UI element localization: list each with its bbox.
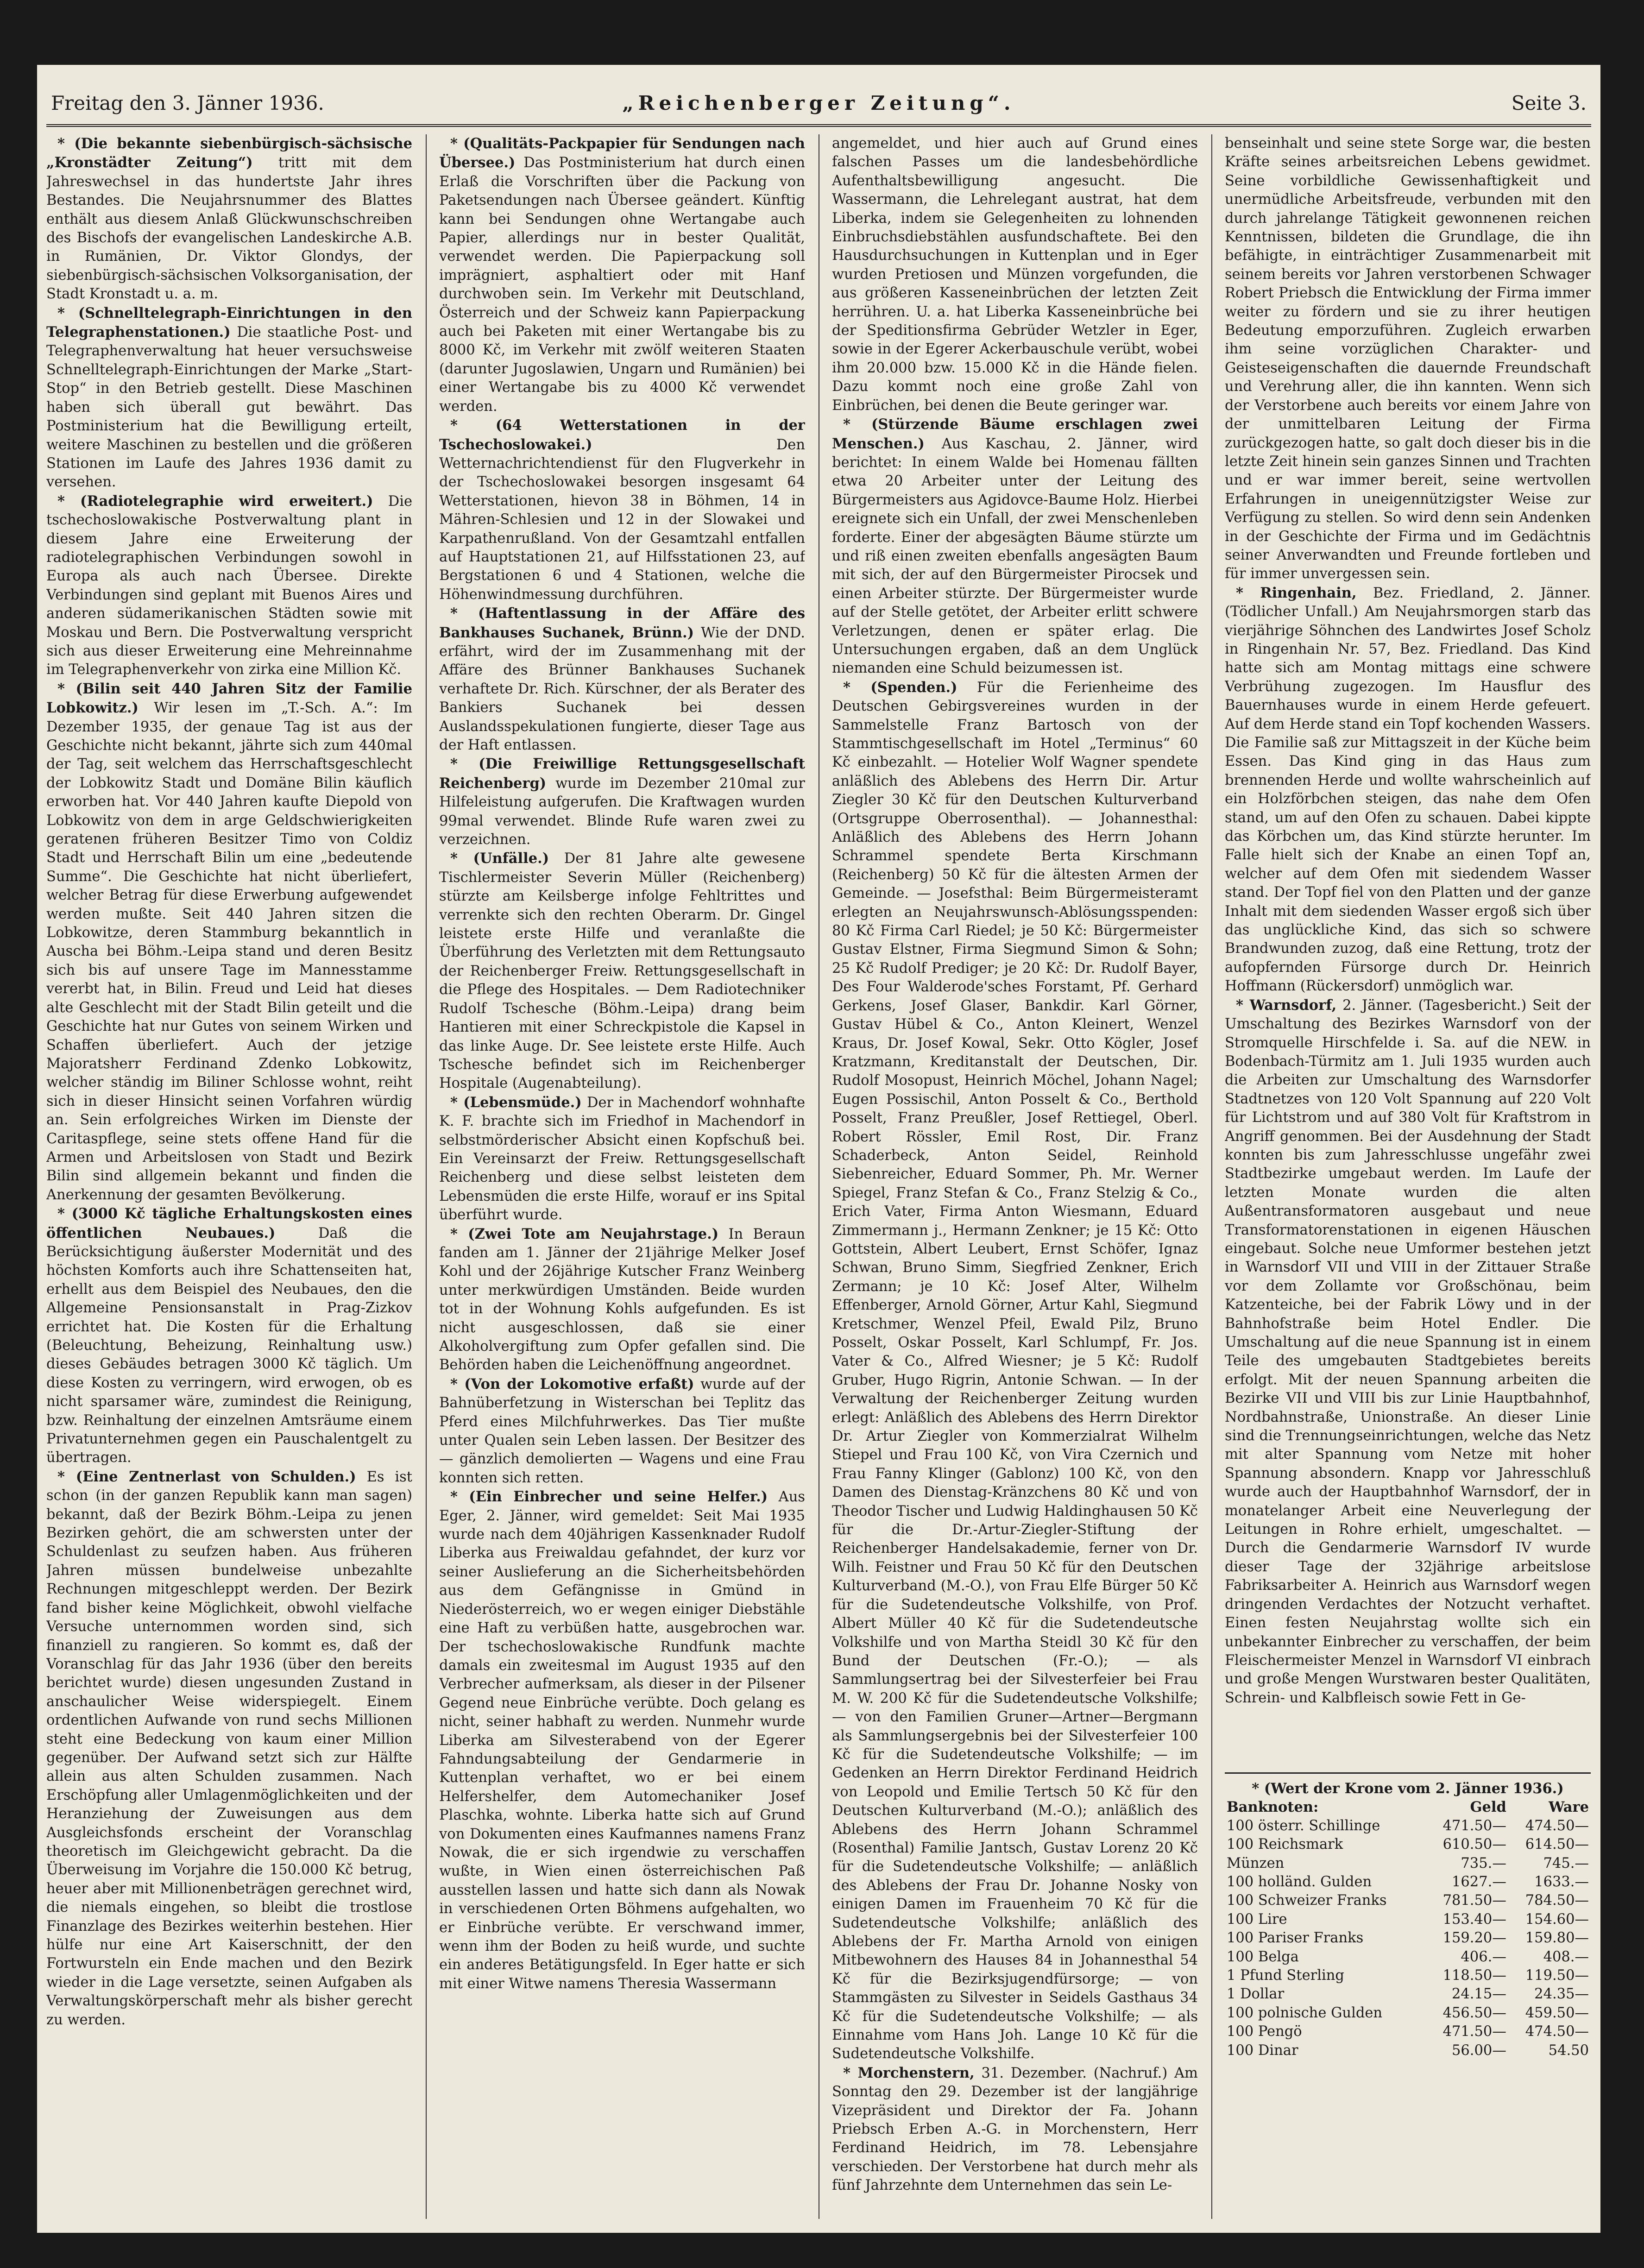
article-text: Die staatliche Post- und Telegraphenverwaltung hat heuer versuchsweise Schnelltelegraph-Einrichtungen der Marke „Start-Stop“ in den Betrieb gestellt. Diese Maschinen haben sich überall gut bewährt. Das Postministerium hat die Bewilligung erteilt, weitere Maschinen zu bestellen und die größeren Stationen im Laufe des Jahres 1936 damit zu versehen. [46,324,412,491]
rate-geld: 471.50— [1442,1817,1506,1834]
exchange-rate-row [1225,1817,1591,1835]
article-heading: * (Die bekannte siebenbürgisch-sächsische „Kronstädter Zeitung“) [46,135,412,171]
article-paragraph [46,492,412,680]
article-text: Den Wetternachrichtendienst für den Flugverkehr in der Tschechoslowakei besorgen insgesamt 64 Wetterstationen, hievon 38 in Böhmen, 14 in Mähren-Schlesien und 12 in der Slowakei und Karpathenrußland. Von der Gesamtzahl entfallen auf Hauptstationen 21, auf Hilfsstationen 23, auf Bergstationen 6 und 4 Stationen, welche die Höhenwindmessung durchführen. [439,436,805,603]
rate-geld: 56.00— [1452,2042,1506,2059]
rate-geld: 406.— [1461,1948,1506,1965]
article-heading: * (64 Wetterstationen in der Tschechoslowakei.) [439,417,805,453]
exchange-rate-row [1225,1966,1591,1985]
exchange-rate-row [1225,1891,1591,1910]
article-text: benseinhalt und seine stete Sorge war, die besten Kräfte seines arbeitsreichen Lebens gewidmet. Seine vorbildliche Gewissenhaftigkeit und unermüdliche Arbeitsfreude, verbunden mit den durch jahrelange Tätigkeit gewonnenen reichen Kenntnissen, bildeten die Grundlage, die ihn befähigte, in einträchtiger Zusammenarbeit mit seinem bereits vor Jahren verstorbenen Schwager Robert Priebsch die Entwicklung der Firma immer weiter zu fördern und sie zu ihrer heutigen Bedeutung emporzuführen. Zugleich erwarben ihm seine vorzüglichen Charakter- und Geisteseigenschaften die dauernde Freundschaft und Verehrung aller, die ihn kannten. Wenn sich der Verstorbene auch bereits vor einem Jahre von der unmittelbaren Leitung der Firma zurückgezogen hatte, so galt doch dieser bis in die letzte Zeit hinein sein ganzes Sinnen und Trachten und er war immer bereit, seine wertvollen Erfahrungen in uneigennützigster Weise zur Verfügung zu stellen. So wird denn sein Andenken in der Geschichte der Firma und im Gedächtnis seiner Anverwandten und Freunde fortleben und für immer unvergessen sein. [1225,135,1591,582]
exchange-rate-row [1225,2022,1591,2041]
article-paragraph [46,1204,412,1468]
article-paragraph [1225,996,1591,1707]
article-text: Der 81 Jahre alte gewesene Tischlermeister Severin Müller (Reichenberg) stürzte am Keilsberge infolge Fehltrittes und verrenkte sich den rechten Oberarm. Dr. Gingel leistete erste Hilfe und veranlaßte die Überführung des Verletzten mit dem Rettungsauto der Reichenberger Freiw. Rettungsgesellschaft in die Pflege des Hospitales. — Dem Radiotechniker Rudolf Tschesche (Böhm.-Leipa) drang beim Hantieren mit einer Schreckpistole die Kapsel in das linke Auge. Dr. See leistete erste Hilfe. Auch Tschesche befindet sich im Reichenberger Hospitale (Augenabteilung). [439,850,805,1092]
rate-geld: 735.— [1461,1855,1506,1871]
rate-ware: 54.50 [1548,2042,1589,2059]
header-date: Freitag den 3. Jänner 1936. [51,92,324,114]
article-paragraph [46,304,412,492]
article-paragraph [439,604,805,755]
rate-geld: 456.50— [1442,2004,1506,2021]
column-1 [46,134,412,2219]
article-text: Wir lesen im „T.-Sch. A.“: Im Dezember 1935, der genaue Tag ist aus der Geschichte nicht bekannt, jährte sich zum 440mal der Tag, seit welchem das Herrschaftsgeschlecht der Lobkowitz Stadt und Domäne Bilin käuflich erworben hat. Vor 440 Jahren kaufte Diepold von Lobkowitz von dem in arge Geldschwierigkeiten geratenen früheren Besitzer Timo von Coldiz Stadt und Herrschaft Bilin um eine „bedeutende Summe“. Die Geschichte hat nicht überliefert, welcher Betrag für diese Erwerbung aufgewendet werden mußte. Seit 440 Jahren sitzen die Lobkowitze, deren Stammburg bekanntlich in Auscha bei Böhm.-Leipa stand und deren Besitz sich bis auf unsere Tage im Mannesstamme vererbt hat, in Bilin. Freud und Leid hat dieses alte Geschlecht mit der Stadt Bilin geteilt und die Geschichte hat nur Gutes von seinem Wirken und Schaffen überliefert. Auch der jetzige Majoratsherr Ferdinand Zdenko Lobkowitz, welcher ständig im Biliner Schlosse wohnt, reiht sich in dieser Hinsicht seinen Vorfahren würdig an. Sein erfolgreiches Wirken im Dienste der Caritaspflege, seine stets offene Hand für die Armen und Arbeitslosen von Stadt und Bezirk Bilin sind allgemein bekannt und finden die Anerkennung der gesamten Bevölkerung. [46,700,412,1203]
article-paragraph [439,1487,805,1993]
exchange-rates-header-row [1225,1798,1591,1816]
exchange-rate-row [1225,1873,1591,1891]
rate-geld: 610.50— [1442,1836,1506,1853]
article-paragraph [439,1375,805,1487]
article-text: Der in Machendorf wohnhafte K. F. brachte sich im Friedhof in Machendorf in selbstmörderischer Absicht einen Kopfschuß bei. Ein Vereinsarzt der Freiw. Rettungsgesellschaft Reichenberg und diese selbst leisteten dem Lebensmüden die erste Hilfe, worauf er ins Spital überführt wurde. [439,1094,805,1223]
article-paragraph [439,755,805,849]
rate-geld: 118.50— [1442,1967,1506,1984]
article-paragraph [439,1093,805,1225]
rate-currency: 100 österr. Schillinge [1227,1817,1380,1834]
article-text: 31. Dezember. (Nachruf.) Am Sonntag den 29. Dezember ist der langjährige Vizepräsident und Direktor der Fa. Johann Priebsch Erben A.-G. in Morchenstern, Herr Ferdinand Heidrich, im 78. Lebensjahre verschieden. Der Verstorbene hat durch mehr als fünf Jahrzehnte dem Unternehmen das sein Le- [832,2065,1198,2194]
rate-ware: 119.50— [1525,1967,1589,1984]
rate-currency: 100 holländ. Gulden [1227,1874,1372,1890]
exchange-rate-row [1225,2041,1591,2060]
rate-geld: 1627.— [1452,1874,1506,1890]
header-banknoten: Banknoten: [1227,1799,1319,1816]
exchange-rates-title: * (Wert der Krone vom 2. Jänner 1936.) [1252,1780,1564,1797]
article-heading: * (Unfälle.) [450,850,549,867]
header-page-number: Seite 3. [1511,92,1587,114]
rate-currency: Münzen [1227,1855,1285,1871]
rate-currency: 100 Schweizer Franks [1227,1892,1387,1909]
article-heading: * (Lebensmüde.) [450,1094,582,1111]
article-paragraph [439,416,805,604]
article-text: Aus Eger, 2. Jänner, wird gemeldet: Seit Mai 1935 wurde nach dem 40jährigen Kassenknader Rudolf Liberka aus Freiwaldau gefahndet, der kurz vor seiner Auslieferung an die Sicherheitsbehörden aus dem Gefängnisse in Gmünd in Niederösterreich, wo er wegen einiger Diebstähle eine Haft zu verbüßen hatte, ausgebrochen war. Der tschechoslowakische Rundfunk machte damals ein zweitesmal im August 1935 auf den Verbrecher aufmerksam, als dieser in der Pilsener Gegend neue Einbrüche verübte. Doch gelang es nicht, seiner habhaft zu werden. Nunmehr wurde Liberka am Silvesterabend von der Egerer Fahndungsabteilung der Gendarmerie in Kuttenplan verhaftet, wo er bei einem Helfershelfer, dem Automechaniker Josef Plaschka, wohnte. Liberka hatte sich auf Grund von Dokumenten eines Kaufmannes namens Franz Nowak, die er sich irgendwie zu verschaffen wußte, in Wien einen österreichischen Paß ausstellen lassen und hatte sich dann als Nowak in verschiedenen Orten Böhmens aufgehalten, wo er Einbrüche verübte. Er verschwand immer, wenn ihm der Boden zu heiß wurde, und suchte ein anderes Betätigungsfeld. In Eger hatte er sich mit einer Witwe namens Theresia Wassermann [439,1489,805,1992]
article-heading: * (Von der Lokomotive erfaßt) [450,1375,694,1392]
article-text: In Beraun fanden am 1. Jänner der 21jährige Melker Josef Kohl und der 26jährige Kutscher Franz Weinberg unter merkwürdigen Umständen. Beide wurden tot in der Wohnung Kohls aufgefunden. Es ist nicht ausgeschlossen, daß sie einer Alkoholvergiftung zum Opfer gefallen sind. Die Behörden haben die Leichenöffnung angeordnet. [439,1226,805,1373]
article-text: angemeldet, und hier auch auf Grund eines falschen Passes um die landesbehördliche Aufenthaltsbewilligung angesucht. Die Wassermann, die Lehrelegant austrat, hat dem Liberka, indem sie Gelegenheiten zu lohnenden Einbruchsdiebstählen ausfundschaftete. Bei den Hausdurchsuchungen in Kuttenplan und in Eger wurden Pretiosen und Münzen vorgefunden, die aus größeren Kasseneinbrüchen der letzten Zeit herrühren. U. a. hat Liberka Kasseneinbrüche bei der Speditionsfirma Gebrüder Wetzler in Eger, sowie in der Egerer Ackerbauschule verübt, wobei ihm 20.000 bzw. 15.000 Kč in die Hände fielen. Dazu kommt noch eine große Zahl von Einbrüchen, bei denen die Beute geringer war. [832,135,1198,414]
rate-currency: 100 Reichsmark [1227,1836,1343,1853]
article-text: Daß die Berücksichtigung äußerster Modernität und des höchsten Komforts auch ihre Schattenseiten hat, erhellt aus dem Beispiel des Neubaues, den die Allgemeine Pensionsanstalt in Prag-Zizkov errichtet hat. Die Kosten für die Erhaltung (Beleuchtung, Beheizung, Reinhaltung usw.) dieses Gebäudes betragen 3000 Kč täglich. Um diese Kosten zu verringern, wird erwogen, ob es nicht sparsamer wäre, zumindest die Reinigung, bzw. Reinhaltung der einzelnen Amtsräume einem Privatunternehmen gegen ein Pauschalentgelt zu übertragen. [46,1225,412,1466]
exchange-rates-table [1225,1798,1591,2060]
article-text: Wie der DND. erfährt, wird der im Zusammenhang mit der Affäre des Brünner Bankhauses Suchanek verhaftete Dr. Rich. Kürschner, der als Berater des Bankiers Suchanek bei dessen Auslandsspekulationen fungierte, dieser Tage aus der Haft entlassen. [439,624,805,753]
rate-geld: 24.15— [1452,1986,1506,2003]
article-paragraph [439,849,805,1093]
article-paragraph [832,415,1198,678]
article-text: Aus Kaschau, 2. Jänner, wird berichtet: In einem Walde bei Homenau fällten etwa 20 Arbeiter unter der Leitung des Bürgermeisters aus Agidovce-Baume Holz. Hierbei ereignete sich ein Unfall, der zwei Menschenleben forderte. Einer der abgesägten Bäume stürzte um und riß einen zweiten ebenfalls angesägten Baum mit sich, der auf den Bürgermeister Pirocsek und einen Arbeiter stürzte. Der Bürgermeister wurde auf der Stelle getötet, der Arbeiter erlitt schwere Verletzungen, denen er später erlag. Die Untersuchungen ergaben, daß an dem Unglück niemanden eine Schuld beizumessen ist. [832,435,1198,677]
article-text: Es ist schon (in der ganzen Republik kann man sagen) bekannt, daß der Bezirk Böhm.-Leipa zu jenen Bezirken gehört, die am schwersten unter der Schuldenlast zu seufzen haben. Aus früheren Jahren müssen bundelweise unbezahlte Rechnungen mitgeschleppt werden. Der Bezirk fand bisher keine Möglichkeit, obwohl vielfache Versuche unternommen worden sind, sich finanziell zu rangieren. So kommt es, daß der Voranschlag für das Jahr 1936 (über den bereits berichtet wurde) diesen ungesunden Zustand in anschaulicher Weise widerspiegelt. Einem ordentlichen Aufwande von rund sechs Millionen steht eine Bedeckung von kaum einer Million gegenüber. Der Aufwand setzt sich zur Hälfte allein aus alten Schulden zusammen. Nach Erschöpfung aller Umlagenmöglichkeiten und der Heranziehung der Zuweisungen aus dem Ausgleichsfonds erscheint der Voranschlag theoretisch im Gleichgewicht gebracht. Da die Überweisung im Vorjahre die 150.000 Kč betrug, heuer aber mit Millionenbeträgen gerechnet wird, die niemals eingehen, so bleibt die trostlose Finanzlage des Bezirkes weiterhin bestehen. Hier hülfe nur eine Art Kaiserschnitt, der den Fortwursteln ein Ende machen und den Bezirk wieder in die Lage versetzte, seinen Aufgaben als Verwaltungskörperschaft mehr als bisher gerecht zu werden. [46,1468,412,2028]
article-heading: * (Die Freiwillige Rettungsgesellschaft Reichenberg) [439,756,805,792]
article-text: Bez. Friedland, 2. Jänner. (Tödlicher Unfall.) Am Neujahrsmorgen starb das vierjährige Söhnchen des Landwirtes Josef Scholz in Ringenhain Nr. 57, Bez. Friedland. Das Kind hatte sich am Montag mittags eine schwere Verbrühung zugezogen. Im Hausflur des Bauernhauses wurde in einem Herde gefeuert. Auf dem Herde stand ein Topf kochenden Wassers. Die Familie saß zur Mittagszeit in der Küche beim Essen. Das Kind ging in das Haus zum brennenden Herde und wollte wahrscheinlich auf ein Holzförbchen steigen, das nahe dem Ofen stand, um auf den Ofen zu schauen. Dabei kippte das Körbchen um, das Kind stürzte herunter. Im Falle hielt sich der Knabe an einen Topf an, welcher auf dem Ofen mit siedendem Wasser stand. Der Topf fiel von den Platten und der ganze Inhalt mit dem siedenden Wasser ergoß sich über das unglückliche Kind, das sich so schwere Brandwunden zuzog, daß eine Rettung, trotz der aufopfernden Fürsorge durch Dr. Heinrich Hoffmann (Rückersdorf) unmöglich war. [1225,585,1591,995]
article-paragraph [832,134,1198,415]
rate-ware: 614.50— [1525,1836,1589,1853]
rate-ware: 745.— [1543,1855,1589,1871]
article-paragraph [46,1468,412,2029]
article-heading: * (Qualitäts-Packpapier für Sendungen nach Übersee.) [439,135,805,171]
newspaper-page [37,65,1600,2233]
rate-geld: 471.50— [1442,2023,1506,2040]
article-text: tritt mit dem Jahreswechsel in das hundertste Jahr ihres Bestandes. Die Neujahrsnummer des Blattes enthält aus diesem Anlaß Glückwunschschreiben des Bischofs der evangelischen Landeskirche A.B. in Rumänien, Dr. Viktor Glondys, der siebenbürgisch-sächsischen Volksorganisation, der Stadt Kronstadt u. a. m. [46,155,412,302]
article-heading: * (Haftentlassung in der Affäre des Bankhauses Suchanek, Brünn.) [439,605,805,641]
rate-currency: 100 Pengö [1227,2023,1302,2040]
article-heading: * (Spenden.) [843,679,957,696]
article-heading: * (Eine Zentnerlast von Schulden.) [57,1468,356,1485]
rate-ware: 474.50— [1525,2023,1589,2040]
article-text: wurde auf der Bahnüberfetzung in Wisterschan bei Teplitz das Pferd eines Milchfuhrwerkes. Das Tier mußte unter Qualen sein Leben lassen. Der Besitzer des — gänzlich demolierten — Wagens und eine Frau konnten sich retten. [439,1376,805,1486]
exchange-rates [1225,1772,1591,2060]
column-divider [1211,134,1212,2219]
exchange-rate-row [1225,1854,1591,1873]
article-heading: * (Schnelltelegraph-Einrichtungen in den Telegraphenstationen.) [46,304,412,341]
rate-ware: 1633.— [1534,1874,1589,1890]
article-heading: * (Zwei Tote am Neujahrstage.) [450,1225,719,1242]
exchange-rate-row [1225,2004,1591,2022]
article-paragraph [832,678,1198,2064]
article-paragraph [1225,584,1591,996]
rate-currency: 100 Lire [1227,1911,1287,1928]
article-paragraph [439,134,805,416]
header-ware: Ware [1549,1799,1589,1816]
column-3 [832,134,1198,2219]
article-heading: * (Radiotelegraphie wird erweitert.) [57,492,373,510]
article-text: Das Postministerium hat durch einen Erlaß die Vorschriften über die Packung von Paketsendungen nach Übersee geändert. Künftig kann bei Sendungen ohne Wertangabe auch Papier, allerdings nur in bester Qualität, verwendet werden. Die Papierpackung soll imprägniert, asphaltiert oder mit Hanf durchwoben sein. Im Verkehr mit Deutschland, Österreich und der Schweiz kann Papierpackung auch bei Paketen mit einer Wertangabe bis zu 8000 Kč, im Verkehr mit zwölf weiteren Staaten (darunter Jugoslawien, Ungarn und Rumänien) bei einer Wertangabe bis zu 4000 Kč verwendet werden. [439,155,805,415]
header-title: „Reichenberger Zeitung“. [622,92,1015,114]
column-4 [1225,134,1591,2219]
rate-currency: 1 Pfund Sterling [1227,1967,1344,1984]
exchange-rate-row [1225,1929,1591,1947]
rate-geld: 153.40— [1442,1911,1506,1928]
header-rule [46,124,1591,127]
header-geld: Geld [1470,1799,1506,1816]
article-text: 2. Jänner. (Tagesbericht.) Seit der Umschaltung des Bezirkes Warnsdorf von der Stromquelle Hirschfelde i. Sa. auf die NEW. in Bodenbach-Türmitz am 1. Juli 1935 wurden auch die Arbeiten zur Umschaltung des Warnsdorfer Stadtnetzes von 120 Volt Spannung auf 220 Volt für Lichtstrom und auf 380 Volt für Kraftstrom in Angriff genommen. Bei der Ausdehnung der Stadt konnten bis zum Jahresschlusse ungefähr zwei Stadtbezirke umgebaut werden. Im Laufe der letzten Monate wurden die alten Außentransformatoren ausgebaut und neue Transformatorenstationen in eigenen Häuschen eingebaut. Solche neue Umformer bestehen jetzt in Warnsdorf VII und VIII in der Zittauer Straße vor dem Zollamte vor Großschönau, beim Katzenteiche, bei der Fabrik Löwy und in der Bahnhofstraße beim Hotel Endler. Die Umschaltung auf die neue Spannung ist in einem Teile des umgebauten Stadtgebietes bereits erfolgt. Mit der neuen Spannung arbeiten die Bezirke VII und VIII bis zur Linie Hauptbahnhof, Nordbahnstraße, Unionstraße. An dieser Linie sind die Trennungseinrichtungen, welche das Netz mit alter Spannung vom Netze mit hoher Spannung absondern. Knapp vor Jahresschluß wurde auch der Hauptbahnhof Warnsdorf, der in monatelanger Arbeit eine Neuverlegung der Leitungen in Rohre erhielt, umgeschaltet. — Durch die Gendarmerie Warnsdorf IV wurde dieser Tage der 32jährige arbeitslose Fabriksarbeiter A. Heinrich aus Warnsdorf wegen dringenden Verdachtes der Notzucht verhaftet. Einen festen Neujahrstag wollte sich ein unbekannter Einbrecher zu verschaffen, der beim Fleischermeister Menzel in Warnsdorf VI einbrach und große Mengen Wurstwaren bester Qualitäten, Schrein- und Kalbfleisch sowie Fett in Ge- [1225,997,1591,1706]
article-heading: * Morchenstern, [843,2064,975,2081]
article-paragraph [1225,134,1591,584]
rate-ware: 154.60— [1525,1911,1589,1928]
article-heading: * Warnsdorf, [1236,996,1337,1014]
exchange-rate-row [1225,1910,1591,1929]
article-text: wurde im Dezember 210mal zur Hilfeleistung aufgerufen. Die Kraftwagen wurden 99mal verwendet. Blinde Rufe waren zwei zu verzeichnen. [439,775,805,848]
rate-ware: 459.50— [1525,2004,1589,2021]
article-text: Für die Ferienheime des Deutschen Gebirgsvereines wurden in der Sammelstelle Franz Bartosch von der Stammtischgesellschaft im Hotel „Terminus“ 60 Kč einbezahlt. — Hotelier Wolf Wagner spendete anläßlich des Ablebens des Herrn Dir. Artur Ziegler 30 Kč für den Deutschen Kulturverband (Ortsgruppe Oberrosenthal). — Johannesthal: Anläßlich des Ablebens des Herrn Johann Schrammel spendete Berta Kirschmann (Reichenberg) 50 Kč für die ältesten Armen der Gemeinde. — Josefsthal: Beim Bürgermeisteramt erlegten an Neujahrswunsch-Ablösungsspenden: 80 Kč Firma Carl Riedel; je 50 Kč: Bürgermeister Gustav Elstner, Firma Siegmund Simon & Sohn; 25 Kč Rudolf Prediger; je 20 Kč: Dr. Rudolf Bayer, Des Four Walderode'sches Forstamt, Pf. Gerhard Gerkens, Josef Glaser, Bankdir. Karl Görner, Gustav Hübel & Co., Anton Kleinert, Wenzel Kraus, Dr. Josef Kowal, Sekr. Otto Kögler, Josef Kratzmann, Kreditanstalt der Deutschen, Dir. Rudolf Mosopust, Heinrich Möchel, Johann Nagel; Eugen Possischil, Anton Posselt & Co., Berthold Posselt, Franz Preußler, Josef Rettiegel, Oberl. Robert Rössler, Emil Rost, Dir. Franz Schaderbeck, Anton Seidel, Reinhold Siebenreicher, Eduard Sommer, Ph. Mr. Werner Spiegel, Franz Stefan & Co., Franz Stelzig & Co., Erich Vater, Firma Anton Wiesmann, Eduard Zimmermann j., Hermann Zenkner; je 15 Kč: Otto Gottstein, Albert Leubert, Ernst Schöfer, Ignaz Schwan, Bruno Simm, Siegfried Zenkner, Erich Zermann; je 10 Kč: Josef Alter, Wilhelm Effenberger, Arnold Görner, Artur Kahl, Siegmund Kretschmer, Wenzel Pfeil, Ewald Pilz, Bruno Posselt, Oskar Posselt, Karl Schlumpf, Fr. Jos. Vater & Co., Alfred Wiesner; je 5 Kč: Rudolf Gruber, Hugo Rigrin, Antonie Schwan. — In der Verwaltung der Reichenberger Zeitung wurden erlegt: Anläßlich des Ablebens des Herrn Direktor Dr. Artur Ziegler von Kommerzialrat Wilhelm Stiepel und Frau 100 Kč, von Vira Czernich und Frau Fanny Klinger (Gablonz) 100 Kč, von den Damen des Dienstag-Kränzchens 80 Kč und von Theodor Tischer und Ludwig Haldinghausen 50 Kč für die Dr.-Artur-Ziegler-Stiftung der Reichenberger Handelsakademie, ferner von Dr. Wilh. Feistner und Frau 50 Kč für den Deutschen Kulturverband (M.-O.), von Frau Elfe Bürger 50 Kč für die Sudetendeutsche Volkshilfe, von Prof. Albert Müller 40 Kč für die Sudetendeutsche Volkshilfe und von Martha Steidl 30 Kč für den Bund der Deutschen (Fr.-O.); — als Sammlungsertrag bei der Silvesterfeier bei Frau M. W. 200 Kč für die Sudetendeutsche Volkshilfe; — von den Familien Gruner—Artner—Bergmann als Sammlungsergebnis bei der Silvesterfeier 100 Kč für die Sudetendeutsche Volkshilfe; — im Gedenken an Herrn Direktor Ferdinand Heidrich von Leopold und Emilie Tertsch 50 Kč für den Deutschen Kulturverband (M.-O.); anläßlich des Ablebens des Herrn Johann Schrammel (Rosenthal) Familie Jantsch, Gustav Lorenz 20 Kč für die Sudetendeutsche Volkshilfe; — anläßlich des Ablebens der Frau Dr. Johanne Nosky von einigen Damen im Frauenheim 70 Kč für die Sudetendeutsche Volkshilfe; anläßlich des Ablebens der Fr. Martha Arnold von einigen Mitbewohnern des Hauses 84 in Johannesthal 54 Kč für die Bezirksjugendfürsorge; — von Stammgästen zu Silvester in Seidels Gasthaus 34 Kč für die Sudetendeutsche Volkshilfe; — als Einnahme vom Hans Joh. Lange 10 Kč für die Sudetendeutsche Volkshilfe. [832,679,1198,2062]
article-paragraph [46,680,412,1204]
column-divider [426,134,427,2219]
article-heading: * (Bilin seit 440 Jahren Sitz der Familie Lobkowitz.) [46,680,412,717]
page-header [51,87,1587,120]
article-paragraph [832,2064,1198,2195]
exchange-rate-row [1225,1948,1591,1966]
article-heading: * (Ein Einbrecher und seine Helfer.) [450,1488,768,1506]
rate-ware: 24.35— [1534,1986,1589,2003]
rate-currency: 100 Belga [1227,1948,1299,1965]
article-heading: * (Stürzende Bäume erschlagen zwei Menschen.) [832,416,1198,452]
rate-geld: 159.20— [1442,1930,1506,1947]
rate-ware: 784.50— [1525,1892,1589,1909]
article-text: Die tschechoslowakische Postverwaltung plant in diesem Jahre eine Erweiterung der radiotelegraphischen Verbindungen sowohl in Europa als auch nach Übersee. Direkte Verbindungen sind geplant mit Buenos Aires und anderen südamerikanischen Städten sowie mit Moskau und Bern. Die Postverwaltung verspricht sich aus dieser Erweiterung eine Mehreinnahme im Telegraphenverkehr von zirka eine Million Kč. [46,493,412,678]
column-2 [439,134,805,2219]
exchange-rate-row [1225,1985,1591,2003]
article-paragraph [46,134,412,304]
rate-geld: 781.50— [1442,1892,1506,1909]
rate-currency: 100 Pariser Franks [1227,1930,1364,1947]
rate-currency: 100 Dinar [1227,2042,1298,2059]
rate-ware: 408.— [1543,1948,1589,1965]
exchange-rate-row [1225,1835,1591,1854]
article-heading: * Ringenhain, [1236,584,1357,601]
rate-ware: 474.50— [1525,1817,1589,1834]
article-paragraph [439,1225,805,1375]
rate-currency: 1 Dollar [1227,1986,1285,2003]
article-heading: * (3000 Kč tägliche Erhaltungskosten eines öffentlichen Neubaues.) [46,1205,412,1241]
rate-currency: 100 polnische Gulden [1227,2004,1383,2021]
rate-ware: 159.80— [1525,1930,1589,1947]
